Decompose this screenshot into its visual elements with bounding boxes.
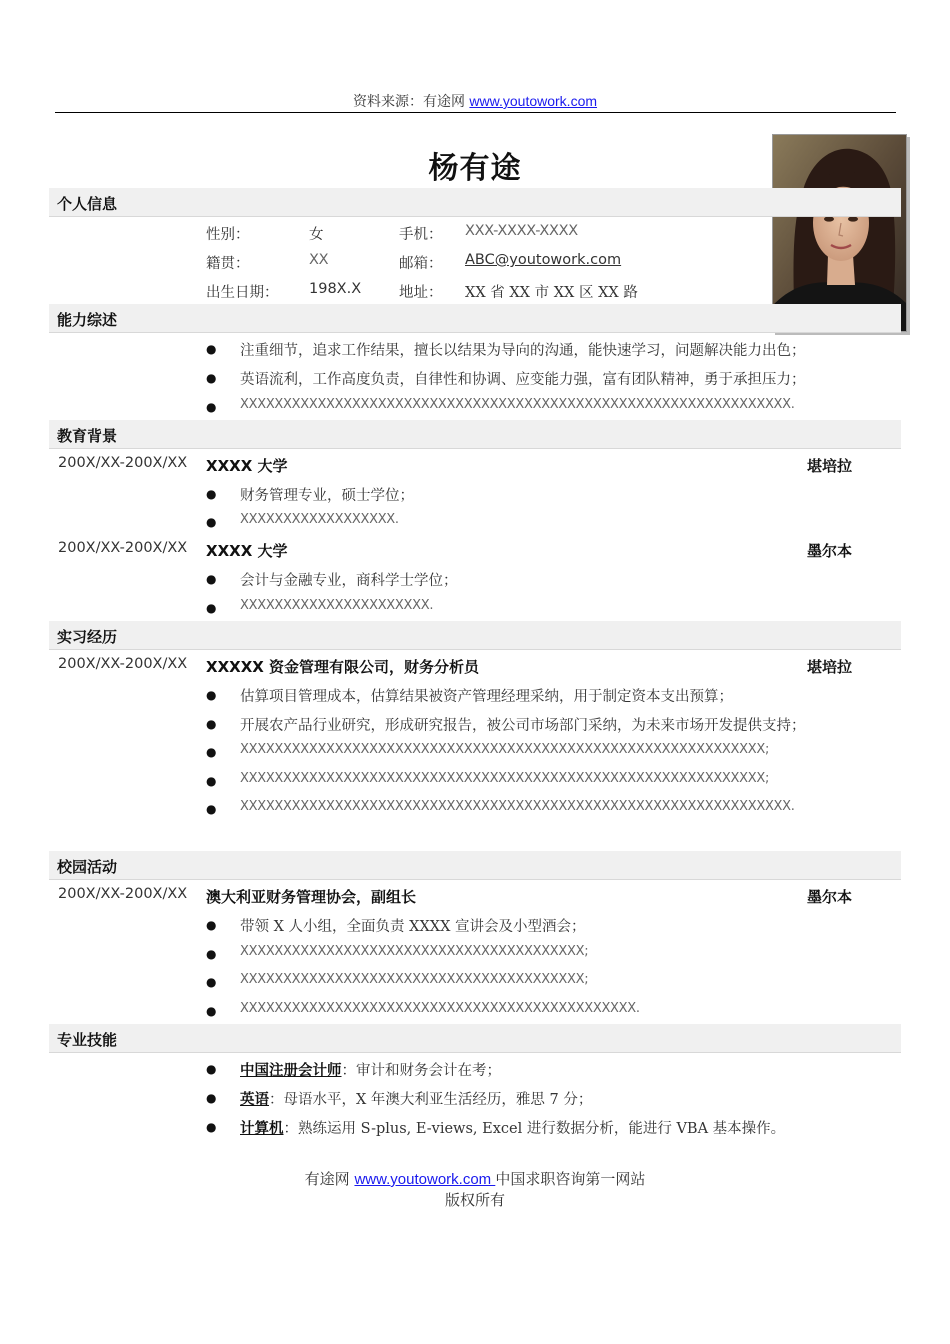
intern-item: 开展农产品行业研究，形成研究报告，被公司市场部门采纳，为未来市场开发提供支持； [240,718,806,734]
footer-link[interactable]: www.youtowork.com [354,1171,496,1188]
source-line [0,91,950,111]
birth-value: 198X.X [309,281,362,297]
campus-date: 200X/XX-200X/XX [58,886,188,902]
intern-item: 估算项目管理成本，估算结果被资产管理经理采纳，用于制定资本支出预算； [240,689,733,705]
bullet-icon: ● [206,975,217,989]
ability-item: XXXXXXXXXXXXXXXXXXXXXXXXXXXXXXXXXXXXXXXXXXXXXXXXXXXXXXXXXXXXXXXX. [240,397,795,412]
bullet-icon: ● [206,487,217,501]
source-prefix: 资料来源：有途网 [352,94,465,110]
origin-label: 籍贯： [206,256,250,272]
bullet-icon: ● [206,572,217,586]
edu-item: 财务管理专业，硕士学位； [240,488,414,504]
address-value: XX 省 XX 市 XX 区 XX 路 [465,285,638,301]
phone-value: XXX-XXXX-XXXX [465,223,578,239]
bullet-icon: ● [206,802,217,816]
edu-date: 200X/XX-200X/XX [58,540,188,556]
intern-item: XXXXXXXXXXXXXXXXXXXXXXXXXXXXXXXXXXXXXXXXXXXXXXXXXXXXXXXXXXXXXXXX. [240,799,795,814]
section-education: 教育背景 [49,420,901,449]
skill-label: 中国注册会计师 [240,1062,342,1079]
edu-city: 墨尔本 [807,542,853,560]
section-ability: 能力综述 [49,304,901,333]
bullet-icon: ● [206,371,217,385]
edu-school: XXXX 大学 [206,542,288,560]
bullet-icon: ● [206,745,217,759]
campus-city: 墨尔本 [807,888,853,906]
bullet-icon: ● [206,515,217,529]
intern-date: 200X/XX-200X/XX [58,656,188,672]
bullet-icon: ● [206,601,217,615]
profile-photo [772,134,907,332]
bullet-icon: ● [206,717,217,731]
skill-label: 计算机 [240,1120,284,1137]
phone-label: 手机： [399,227,443,243]
gender-value: 女 [309,227,324,243]
resume-name: 杨有途 [428,151,522,186]
bullet-icon: ● [206,918,217,932]
edu-item: 会计与金融专业，商科学士学位； [240,573,458,589]
bullet-icon: ● [206,1062,217,1076]
section-personal: 个人信息 [49,188,901,217]
bullet-icon: ● [206,774,217,788]
header-divider [55,112,896,113]
source-link[interactable]: www.youtowork.com [469,93,598,109]
campus-item: 带领 X 人小组，全面负责 XXXX 宣讲会及小型酒会； [240,919,586,935]
bullet-icon: ● [206,688,217,702]
section-internship: 实习经历 [49,621,901,650]
skill-label: 英语 [240,1091,269,1108]
campus-item: XXXXXXXXXXXXXXXXXXXXXXXXXXXXXXXXXXXXXXXX; [240,944,589,959]
bullet-icon: ● [206,342,217,356]
section-skills: 专业技能 [49,1024,901,1053]
origin-value: XX [309,252,329,268]
ability-item: 注重细节，追求工作结果，擅长以结果为导向的沟通，能快速学习，问题解决能力出色； [240,343,806,359]
edu-item: XXXXXXXXXXXXXXXXXXXXXX. [240,598,434,613]
email-link[interactable]: ABC@youtowork.com [465,252,622,268]
campus-item: XXXXXXXXXXXXXXXXXXXXXXXXXXXXXXXXXXXXXXXX; [240,972,589,987]
edu-item: XXXXXXXXXXXXXXXXXX. [240,512,399,527]
portrait-image [773,135,907,332]
edu-date: 200X/XX-200X/XX [58,455,188,471]
email-label: 邮箱： [399,256,443,272]
ability-item: 英语流利，工作高度负责，自律性和协调、应变能力强，富有团队精神，勇于承担压力； [240,372,806,388]
bullet-icon: ● [206,1004,217,1018]
bullet-icon: ● [206,947,217,961]
footer-line: 有途网 www.youtowork.com 中国求职咨询第一网站 [304,1170,646,1188]
skill-item: 中国注册会计师：审计和财务会计在考； [240,1062,501,1079]
edu-school: XXXX 大学 [206,457,288,475]
birth-label: 出生日期： [206,285,279,301]
intern-item: XXXXXXXXXXXXXXXXXXXXXXXXXXXXXXXXXXXXXXXXXXXXXXXXXXXXXXXXXXXXX; [240,742,770,757]
footer-rights: 版权所有 [444,1191,505,1209]
address-label: 地址： [399,285,443,301]
skill-item: 计算机：熟练运用 S-plus, E-views, Excel 进行数据分析，能进行 VBA 基本操作。 [240,1120,786,1137]
campus-item: XXXXXXXXXXXXXXXXXXXXXXXXXXXXXXXXXXXXXXXXXXXXXX. [240,1001,640,1016]
section-campus: 校园活动 [49,851,901,880]
bullet-icon: ● [206,1120,217,1134]
bullet-icon: ● [206,1091,217,1105]
intern-item: XXXXXXXXXXXXXXXXXXXXXXXXXXXXXXXXXXXXXXXXXXXXXXXXXXXXXXXXXXXXX; [240,771,770,786]
campus-org: 澳大利亚财务管理协会，副组长 [206,888,417,906]
intern-city: 堪培拉 [807,658,853,676]
skill-item: 英语：母语水平，X 年澳大利亚生活经历，雅思 7 分； [240,1091,593,1108]
bullet-icon: ● [206,400,217,414]
intern-company: XXXXX 资金管理有限公司，财务分析员 [206,658,480,676]
gender-label: 性别： [206,227,250,243]
edu-city: 堪培拉 [807,457,853,475]
